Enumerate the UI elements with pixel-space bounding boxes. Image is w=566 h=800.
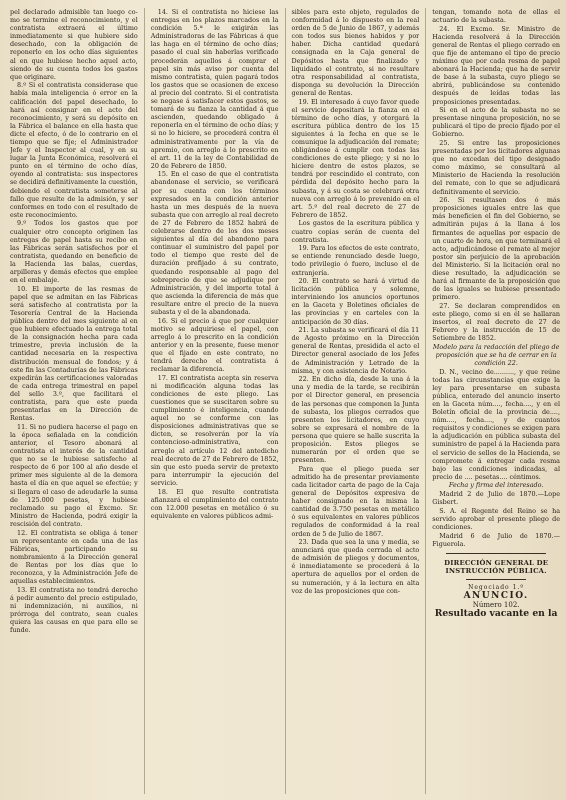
paragraph: 22. En dicho día, desde la una á la una y media de la tarde, se recibirán por el Director general, en presencia de las personas que componen la Junta de subasta, los pliegos cerrados que presenten los licitadores, en cuyo sobre se expresará el nombre de la persona que quiere se halle suscrita la proposición. Estos pliegos se numerarán por el orden que se presenten. bbox=[291, 375, 420, 465]
column-3 bbox=[285, 8, 420, 794]
paragraph: 17. El contratista acepta sin reserva ni modificación alguna todas las condiciones de este pliego. Las cuestiones que se suscitaren sobre su cumplimiento é inteligencia, cuando aquel no se conforme con las disposiciones administrativas que se dicten, se resolverán por la vía contencioso-administrativa, con arreglo al artículo 12 del antedicho real decreto de 27 de Febrero de 1852, sin que esto pueda servir de pretexto para interrumpir la ejecución del servicio. bbox=[150, 373, 279, 487]
date-line: Madrid 2 de Julio de 1870.—Lope Gisbert. bbox=[432, 490, 560, 507]
paragraph: 26. Si resultasen dos ó más proposiciones iguales entre las que más beneficien el fin del Gobierno, se admitirán pujas á la llana á los firmantes de aquellas por espacio de un cuarto de hora, en que terminará el acto, adjudicándose el remate al mejor postor sin perjuicio de la aprobación del Ministerio. Si la licitación oral no diese resultado, la adjudicación se hará al firmante de la proposición que de las iguales se hubiese presentado primero. bbox=[432, 196, 560, 302]
paragraph: 21. La subasta se verificará el día 11 de Agosto próximo en la Dirección general de Rentas, presidida el acto el Director general asociado de los Jefes de Administración y Letrado de la misma, y con asistencia de Notario. bbox=[291, 326, 420, 375]
paragraph: Para que el pliego pueda ser admitido ha de presentar previamente cada licitador carta de pago de la Caja general de Depósitos expresiva de haber consignado en la misma la cantidad de 3.750 pesetas en metálico ó sus equivalentes en valores públicos regulados de conformidad á la real orden de 5 de Julio de 1867. bbox=[291, 464, 420, 538]
paragraph: Los gastos de la escritura pública y cuatro copias serán de cuenta del contratista. bbox=[291, 219, 420, 244]
vacancy-heading: Resultado vacante en la bbox=[434, 607, 558, 619]
paragraph: 24. El Excmo. Sr. Ministro de Hacienda resolverá á la Dirección general de Rentas el pliego cerrado en que fije de antemano el tipo de precio máximo que por cada resma de papel abonará la Hacienda; que ha de servir de base á la subasta, cuyo pliego se abrirá, publicándose su contenido después de leídas todas las proposiciones presentadas. bbox=[432, 24, 560, 106]
model-body: D. N., vecino de.........., y que reúne todas las circunstancias que exige la ley para presentarse en subasta pública, enterado del anuncio inserto en la Gaceta núm...., fecha...., y en el Boletín oficial de la provincia de...., núm...., fecha...., y de cuantos requisitos y condiciones se exigen para la adjudicación en pública subasta del suministro de papel á la Hacienda para el servicio de sellos de la Hacienda, se compromete á entregar cada resma bajo las condiciones indicadas, al precio de .... pesetas.... céntimos. bbox=[432, 367, 560, 481]
date-line: Madrid 6 de Julio de 1870.—Figuerola. bbox=[432, 531, 560, 548]
paragraph: tengan, tomando nota de ellas el actuario de la subasta. bbox=[432, 8, 560, 25]
paragraph: 20. El contrato se hará á virtud de licitación pública y solemne, interviniendo los anuncios oportunos en la Gaceta y Boletines oficiales de las provincias y en carteles con la anticipación de 30 días. bbox=[291, 277, 420, 326]
paragraph: 19. El interesado á cuyo favor quede el servicio depositará la fianza en el término de ocho días, y otorgará la escritura pública dentro de los 15 siguientes á la fecha en que se le comunique la adjudicación del remate; obligándose á cumplir con todas las condiciones de este pliego; y si no lo hiciere dentro de estos plazos, se tendrá por rescindido el contrato, con pérdida del depósito hecho para la subasta, y á su costa se celebrará otra nueva con arreglo á lo prevenido en el art. 5.º del real decreto de 27 de Febrero de 1852. bbox=[291, 97, 420, 219]
paragraph: pel declarado admisible tan luego co-mo se termine el reconocimiento, y el contratista extraerá el último inmediatamente si que hubiere sido desechado, con la obligación de reponerlo en los ocho días siguientes al en que hubiese hecho aquel acto, siendo de su cuenta todos los gastos que originare. bbox=[10, 8, 138, 81]
paragraph: sibles para este objeto, regulados de conformidad á lo dispuesto en la real orden de 5 de Junio de 1867, y además con todos sus bienes habidos y por haber. Dicha cantidad quedará consignada en la Caja general de Depósitos hasta que finalizado y liquidado el contrato, si no resultare otra responsabilidad al contratista, disponga su devolución la Dirección general de Rentas. bbox=[291, 8, 420, 97]
column-2 bbox=[144, 8, 279, 794]
paragraph: 9.º Todos los gastos que por cualquier otro concepto originen las entregas de papel hasta su recibo en las Fábricas serán satisfechos por el contratista, quedando en beneficio de la Hacienda las balas, cuerdas, arpilleras y demás efectos que emplee en el embalaje. bbox=[10, 219, 138, 285]
paragraph: 14. Si el contratista no hiciese las entregas en los plazos marcados en la condición 5.ª le exigirán las Administradoras de las Fábricas á que las haga en el término de ocho días; pasado el cual sin haberlas verificado procederán aquellos á comprar el papel sin más aviso por cuenta del mismo contratista, quien pagará todos los gastos que se ocasionen de exceso al precio del contrato. Si el contratista se negase á satisfacer estos gastos, se tomará de su fianza la cantidad á que ascienden, quedando obligado á reponerla en el término de ocho días; y si no lo hiciere, se procederá contra él administrativamente por la vía de apremio, con arreglo á lo prescrito en el art. 11 de la ley de Contabilidad de 20 de Febrero de 1850. bbox=[150, 8, 279, 170]
paragraph: Si en el acto de la subasta no se presentase ninguna proposición, no se publicará el tipo de precio fijado por el Gobierno. bbox=[432, 106, 560, 139]
model-footer: Fecha y firma del interesado. bbox=[448, 481, 544, 490]
section-divider bbox=[446, 553, 546, 554]
paragraph: 11. Si no pudiera hacerse el pago en la época señalada en la condición anterior, el Tesoro abonará al contratista el interés de la cantidad que no se le hubiese satisfecho al respecto de 6 por 100 al año desde el primer mes siguiente al de la demora hasta el día en que aquel se efectúe; y si llegara el caso de adeudarle la suma de 125.000 pesetas, y hubiese reclamado su pago el Excmo. Sr. Ministro de Hacienda, podrá exigir la rescisión del contrato. bbox=[10, 422, 138, 528]
approval-note: S. A. el Regente del Reino se ha servido aprobar el presente pliego de condiciones. bbox=[432, 506, 560, 531]
paragraph: 13. El contratista no tendrá derecho á pedir aumento del precio estipulado, ni indemnización, ni auxilios, ni prórroga del contrato, sean cuales quiera las causas en que para ello se funde. bbox=[10, 585, 138, 635]
announcement-number: Número 102. bbox=[472, 601, 520, 610]
paragraph: 25. Si entre las proposiciones presentadas por los licitadores algunas que no excedan del tipo designado como máximo, se consultará al Ministerio de Hacienda la resolución del remate, con lo que se adjudicará definitivamente el servicio. bbox=[432, 139, 560, 196]
model-heading: Modelo para la redacción del pliego de proposición que se ha de cerrar en la condición 22. bbox=[432, 342, 560, 368]
department-subtitle: Negociado 1.º bbox=[468, 583, 525, 591]
text-columns bbox=[10, 8, 560, 794]
paragraph: 19. Para los efectos de este contrato, se entiende renunciado desde luego, todo privilegio ó fuero, incluso el de extranjería. bbox=[291, 244, 420, 277]
section-divider bbox=[466, 579, 526, 580]
department-title: DIRECCIÓN GENERAL DE INSTRUCCIÓN PÚBLICA. bbox=[444, 558, 549, 575]
paragraph: 8.º Si el contratista considerase que había mala inteligencia ó error en la calificación del papel desechado, lo hará así consignar en el acto del reconocimiento, y será su depósito en la Fábrica el balance en ella hasta que dicte el efecto, ó de lo contrario en el tiempo que se fije; el Administrador Jefe y el Inspector al cual, y en su lugar la Junta Económica, resolverá el punto en el término de ocho días, oyendo al contratista: sus inspectores se decidirá definitivamente la cuestión, debiendo el contratista someterse al fallo que resulte de la admisión, y ser conformes en todo con el resultado de este reconocimiento. bbox=[10, 81, 138, 219]
paragraph: 12. El contratista se obliga á tener un representante en cada una de las Fábricas, participando su nombramiento á la Dirección general de Rentas por los días que lo reconozca, y la Administración Jefe de aquellas establecimientos. bbox=[10, 528, 138, 586]
paragraph: 15. En el caso de que el contratista abandonase el servicio, se verificará por su cuenta con los términos expresados en la condición anterior hasta un mes después de la nueva subasta que con arreglo al real decreto de 27 de Febrero de 1852 habrá de celebrarse dentro de los dos meses siguientes al día del abandono para continuar el suministro del papel por todo el tiempo que reste del de duración prefijado á su contrato, quedando responsable al pago del sobreprecio de que se adjudique por Administración, y del importe total á que ascienda la diferencia de más que resultare entre el precio de la nueva subasta y el de la abandonada. bbox=[150, 170, 279, 316]
paragraph: 16. Si el precio á que por cualquier motivo se adquiriese el papel, con arreglo á lo prescrito en la condición anterior y en la presente, fuese menor que el fijado en este contrato, no tendrá derecho el contratista á reclamar la diferencia. bbox=[150, 316, 279, 374]
column-4 bbox=[425, 8, 560, 794]
paragraph: 27. Se declaran comprendidos en este pliego, como si en él se hallaran insertos, el real decreto de 27 de Febrero y la instrucción de 15 de Setiembre de 1852. bbox=[432, 301, 560, 343]
paragraph: 10. El importe de las resmas de papel que se admitan en las Fábricas será satisfecho al contratista por la Tesorería Central de la Hacienda pública dentro del mes siguiente al en que hubiere efectuado la entrega total de la consignación hecha para cada trimestre, previa inclusión de la cantidad necesaria en la respectiva distribución mensual de fondos; y á este fin las Contadurías de las Fábricas expedirán las certificaciones valoradas de cada entrega trimestral en papel del sello 3.º, que facilitará el contratista, para que este pueda presentarlas en la Dirección de Rentas. bbox=[10, 284, 138, 423]
announcement-heading: ANUNCIO. bbox=[463, 591, 529, 602]
paragraph: 18. El que resulte contratista afianzará el cumplimiento del contrato con 12.000 pesetas en metálico ó su equivalente en valores públicos admi- bbox=[150, 487, 279, 520]
paragraph: 23. Dada que sea la una y media, se anunciará que queda cerrada el acto de admisión de pliegos y documentos, é inmediatamente se procederá á la apertura de aquellos por el orden de su numeración, y á la lectura en alta voz de las proposiciones que con- bbox=[291, 538, 420, 595]
column-1 bbox=[10, 8, 138, 794]
